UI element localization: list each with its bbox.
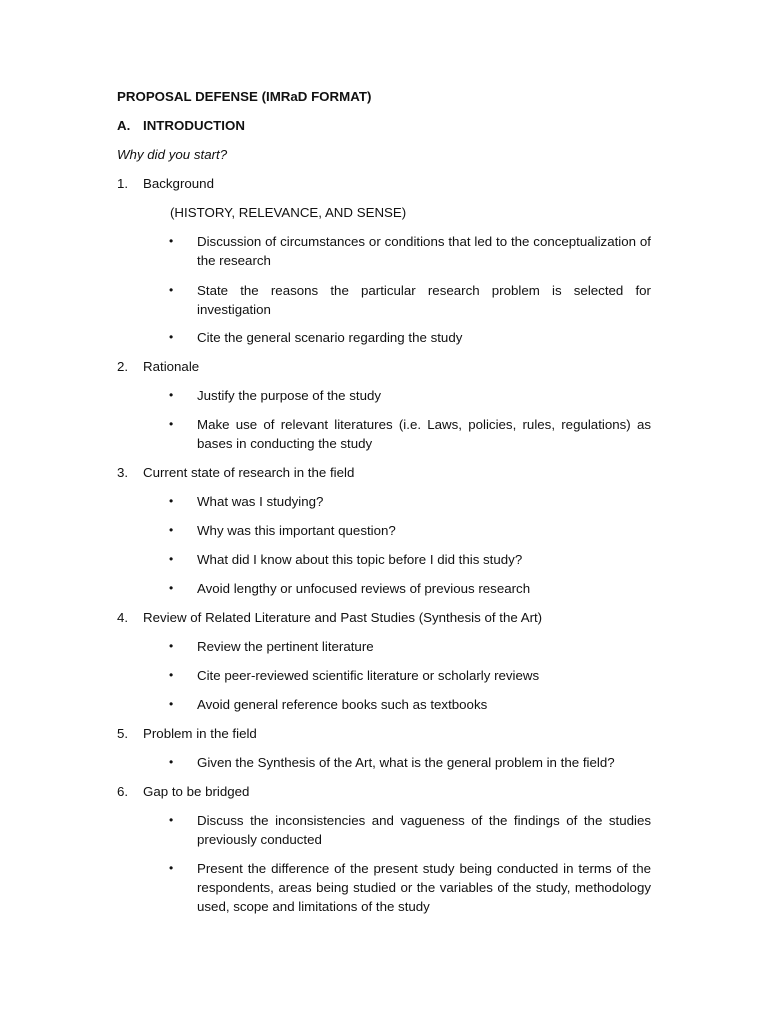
item-number: 5. [117,726,129,741]
document-title: PROPOSAL DEFENSE (IMRaD FORMAT) [117,89,372,104]
item-number: 2. [117,359,129,374]
bullet-text: Cite the general scenario regarding the study [197,330,463,345]
bullet-icon: • [169,494,174,508]
item-number: 6. [117,784,129,799]
item-label: Rationale [143,359,200,374]
item-label: Review of Related Literature and Past Studies (Synthesis of the Art) [143,610,543,625]
bullet-icon: • [169,234,174,248]
section-question: Why did you start? [117,147,228,162]
bullet-icon: • [169,330,174,344]
bullet-text: What did I know about this topic before I did this study? [197,552,523,567]
bullet-icon: • [169,523,174,537]
bullet-icon: • [169,552,174,566]
item-number: 4. [117,610,129,625]
bullet-icon: • [169,861,174,875]
bullet-icon: • [169,388,174,402]
item-label: Current state of research in the field [143,465,355,480]
bullet-icon: • [169,813,174,827]
bullet-icon: • [169,668,174,682]
bullet-icon: • [169,283,174,297]
item-number: 1. [117,176,129,191]
bullet-text: What was I studying? [197,494,324,509]
item-number: 3. [117,465,129,480]
section-letter: A. [117,118,131,133]
bullet-text: Avoid lengthy or unfocused reviews of previous research [197,581,531,596]
bullet-icon: • [169,581,174,595]
bullet-icon: • [169,639,174,653]
bullet-text: Avoid general reference books such as textbooks [197,697,488,712]
bullet-icon: • [169,755,174,769]
bullet-text: Discussion of circumstances or conditions that led to the conceptualization of the research [197,234,651,268]
item-sublabel: (HISTORY, RELEVANCE, AND SENSE) [170,205,407,220]
item-label: Gap to be bridged [143,784,250,799]
item-label: Background [143,176,214,191]
bullet-text: Discuss the inconsistencies and vagueness of the findings of the studies previously conducted [197,813,651,847]
bullet-text: Review the pertinent literature [197,639,374,654]
bullet-text: Cite peer-reviewed scientific literature or scholarly reviews [197,668,540,683]
bullet-text: Why was this important question? [197,523,396,538]
item-label: Problem in the field [143,726,257,741]
bullet-text: Present the difference of the present study being conducted in terms of the respondents, areas being studied or the variables of the study, methodology used, scope and limitations of the study [197,861,651,914]
bullet-icon: • [169,417,174,431]
bullet-text: Given the Synthesis of the Art, what is the general problem in the field? [197,755,615,770]
bullet-text: Make use of relevant literatures (i.e. Laws, policies, rules, regulations) as bases in conducting the study [197,417,651,451]
section-heading: INTRODUCTION [143,118,245,133]
bullet-icon: • [169,697,174,711]
bullet-text: Justify the purpose of the study [197,388,382,403]
bullet-text: State the reasons the particular research problem is selected for investigation [197,283,651,317]
